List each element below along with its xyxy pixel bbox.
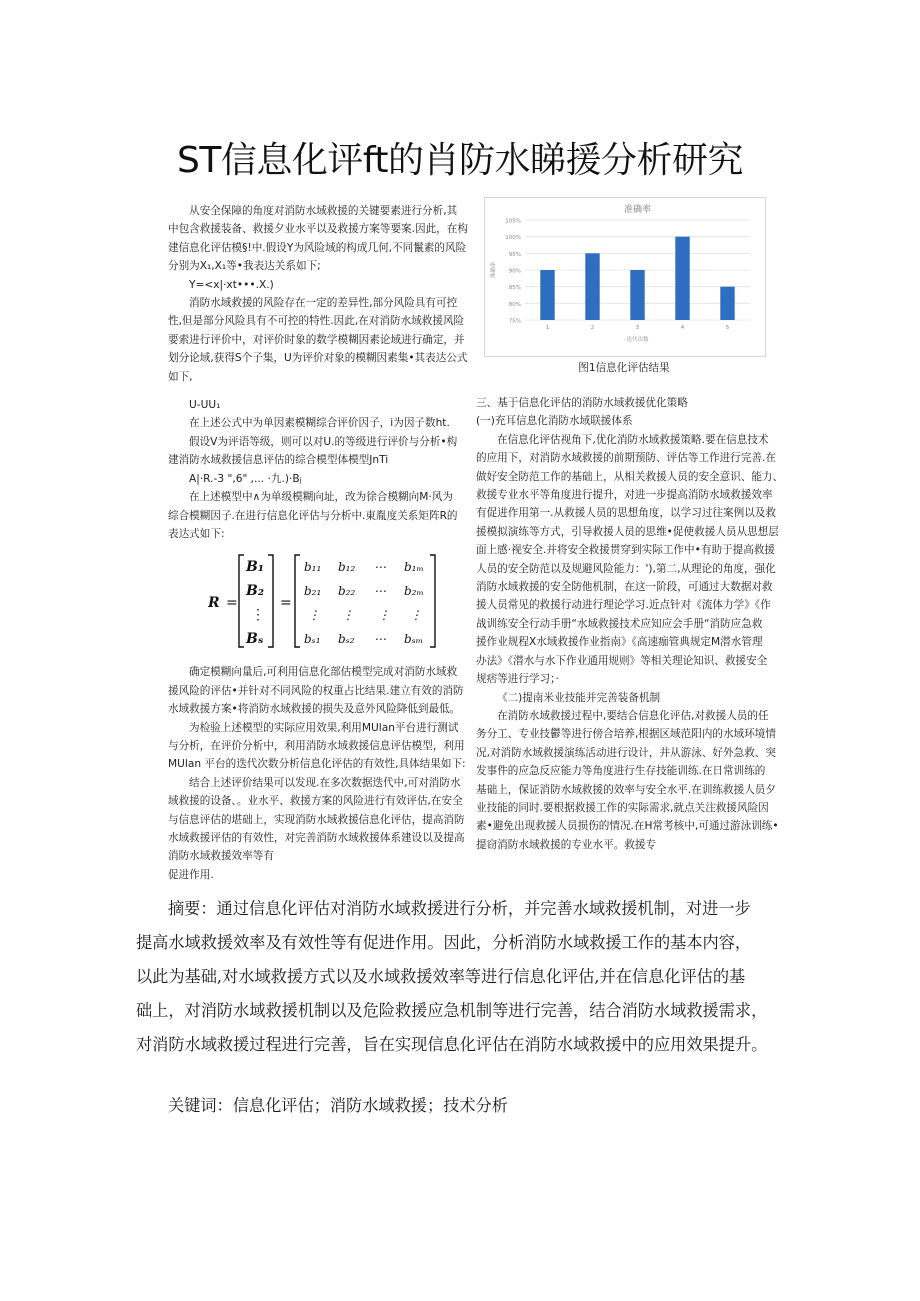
text-line: 人员的安全防范以及规避风险能力：'),第二,从理论的角度，强化	[476, 562, 776, 575]
bar	[675, 237, 689, 320]
text-line: 在上述公式中为单因素模糊综合评价因子，i为因子数ht.	[189, 417, 450, 430]
left-column	[168, 202, 468, 884]
figure-caption: 图1信息化评估结果	[578, 362, 670, 374]
abstract-line: 提高水域救援效率及有效性等有促进作用。因此，分析消防水域救援工作的基本内容，	[136, 933, 752, 952]
abstract-line: 以此为基础,对水域救援方式以及水域救援效率等进行信息化评估,并在信息化评估的基	[136, 967, 746, 986]
paper-title: ST信息化评ft的肖防水睇援分析研究	[177, 140, 743, 181]
text-line: 援模拟演练等方式，引导救援人员的思维•促使救援人员从思想层	[476, 525, 779, 538]
matrix-cell: b₁₁	[304, 560, 322, 575]
matrix-cell: ⋮	[378, 608, 390, 623]
abstract	[136, 892, 796, 1062]
subsection-heading: 《二)提南米业技能并完善装备机制	[497, 691, 661, 704]
text-line: 有促进作用第一.从救援人员的思想角度，以学习过往案例以及救	[476, 507, 776, 520]
text-line: MUlan 平台的迭代次数分析信息化评估的有效性,具体结果如下:	[168, 758, 466, 771]
text-line: 消防水域救援效率等有	[168, 850, 274, 863]
text-line: 在上述模型中∧为单级模糊向址，改为徐合模糊向M·风为	[189, 491, 453, 504]
keywords: 关键词：信息化评估；消防水域救援；技术分析	[168, 1096, 508, 1115]
svg-text:=: =	[280, 595, 292, 612]
text-line: 促进作用.	[168, 868, 214, 881]
text-line: 基础上，保证消防水域救援的效率与安全水平.在训练救援人员夕	[476, 783, 776, 796]
text-line: 办法》《潜水与水下作业通用规则》等相关理论知识、救援安全	[476, 654, 768, 667]
text-line: 消防水域救援的安全防他机制，在这一阶段，可通过大数据对救	[476, 581, 773, 594]
text-line: 面上感·视安全.并将安全救援贯穿到实际工作中•有助于提高救援	[476, 544, 776, 557]
matrix-cell: ⋮	[410, 608, 422, 623]
text-line: 在信息化评估视角下,优化消防水域救援策略.要在信息技术	[497, 433, 769, 446]
text-line: 建信息化评估模§!中.假设Y为风险域的构成几何,不同鬣素的风险	[168, 241, 467, 254]
abstract-line: 础上，对消防水域救援机制以及危险救援应急机制等进行完善，结合消防水域救援需求，	[136, 1001, 768, 1020]
text-line: 水域救援评估的有效性，对完善消防水域救援体系建设以及提高	[168, 831, 465, 844]
right-column	[476, 394, 784, 854]
text-line: 发事件的应急反应能力等角度进行生存技能训练.在日常训练的	[476, 765, 766, 778]
text-line: 消防水域救援的风险存在一定的差异性,部分风险具有可控	[189, 297, 458, 310]
equation-2: U-UU₁	[189, 399, 221, 412]
svg-text:=: =	[226, 595, 238, 612]
text-line: 分别为X₁,X₁等•我表达关系如下;	[168, 260, 321, 273]
text-line: 如下,	[168, 370, 193, 383]
text-line: 结合上述评价结果可以发现.在多次数据迭代中,可对消防水	[189, 776, 461, 789]
text-line: 务分工、专业技鬱等进行傍合培养,根据区域范阳内的水域环境情	[476, 728, 776, 741]
matrix-cell: ⋯	[374, 584, 386, 599]
text-line: 救援专业水平等角度进行提升，对进一步提高消防水域救援效率	[476, 489, 773, 502]
text-line: 规痞等进行学习；·	[476, 673, 559, 686]
y-axis-label: 准确率	[491, 261, 497, 279]
y-tick-label: 100%	[505, 235, 521, 242]
text-line: 为检验上述模型的实际应用效果,利用MUlan平台进行测试	[189, 721, 459, 734]
bar	[585, 253, 599, 320]
matrix-equation	[168, 547, 458, 655]
y-tick-label: 105%	[505, 218, 521, 225]
subsection-heading: (一)充耳信息化消防水域联援体系	[476, 415, 633, 428]
text-line: 划分论域,获得S个子集，U为评价对象的模糊因素集•其表达公式	[168, 352, 468, 365]
equation-1: Y=<x|·xt•••.X.)	[189, 278, 274, 291]
text-line: 中包含救援装备、救援夕业水平以及救援方案等要案.因此，在构	[168, 223, 468, 236]
x-tick-label: 2	[590, 325, 595, 331]
x-tick-label: 3	[635, 325, 640, 331]
abstract-line: 摘要：通过信息化评估对消防水域救援进行分析，并完善水域救援机制，对进一步	[168, 899, 751, 918]
matrix-cell: ⋮	[342, 608, 354, 623]
text-line: 与分析，在评价分析中，利用消防水域救援信息评估模型，利用	[168, 739, 465, 752]
text-line: 提窃消防水域救援的专业水平。救援专	[476, 838, 657, 851]
matrix-cell: ⋮	[308, 608, 320, 623]
y-tick-label: 80%	[508, 301, 521, 308]
matrix-cell: bₛₘ	[404, 632, 424, 647]
text-line: 援风险的评估•并针对不同风险的权重占比结果.建立有效的消防	[168, 684, 464, 697]
y-tick-label: 90%	[508, 268, 521, 275]
bar	[630, 270, 644, 320]
text-line: 水域救援方案•将消防水域救援的损失及意外风险降低到最低。	[168, 703, 461, 716]
matrix-cell: b₁ₘ	[404, 560, 424, 575]
equation-3: A|·R.-3 ",6" ,... ·九.)·Bⱼ	[189, 472, 302, 485]
text-line: 与信息评估的堪础上，实现消防水域救援信息化评估，提高消防	[168, 813, 465, 826]
text-line: 做好安全防范工作的基础上，从相关救援人员的安全意识、能力、	[476, 470, 784, 483]
text-line: 在消防水域救援过程中,要结合信息化评估,对救援人员的任	[497, 709, 769, 722]
section-heading: 三、基于信息化评估的消防水域救援优化策略	[476, 397, 688, 409]
x-tick-label: 5	[725, 325, 730, 331]
matrix-cell: ⋯	[374, 560, 386, 575]
matrix-cell: b₂ₘ	[404, 584, 424, 599]
text-line: 从安全保障的角度对消防水域救援的关键要素进行分析,其	[189, 205, 458, 217]
text-line: 性,但是部分风险具有不可控的特性.因此,在对消防水域救援风险	[168, 315, 465, 328]
text-line: 综合模糊因子.在进行信息化评估与分析中.東胤度关系矩阵R的	[168, 509, 458, 522]
text-line: 要索进行评价中，对评价时象的数学模糊因素论域进行确定，并	[168, 333, 465, 346]
text-line: 援人员常见的救援行动进行理论学习.近点针对《流体力学》《作	[476, 599, 771, 612]
text-line: 表达式如下:	[168, 527, 225, 540]
accuracy-chart	[484, 197, 766, 357]
text-line: 素•避免出现救援人员损伤的情况.在H常考核中,可通过游泳训练•	[476, 820, 779, 833]
chart-title: 准确率	[623, 205, 652, 215]
text-line: 确定模糊向量后,可利用信息化部估模型完成对消防水域救	[189, 666, 458, 679]
text-line: 假设V为评语等级，则可以对U.的等级进行评价与分析•构	[189, 435, 458, 448]
chart-svg	[485, 198, 765, 356]
b-col-2: B₂	[246, 583, 264, 600]
b-col-1: B₁	[246, 559, 264, 576]
text-line: 战训练安全行动手册“水域救援技术应知应会手册“消防应急救	[476, 617, 763, 630]
text-line: 援作业规程X水域救援作业指南》《高速痂管典规定M潜水管理	[476, 636, 763, 649]
y-tick-label: 75%	[508, 318, 521, 325]
matrix-lhs: R	[208, 595, 220, 612]
matrix-cell: bₛ₁	[304, 632, 321, 647]
x-tick-label: 1	[545, 325, 550, 331]
abstract-line: 对消防水域救援过程进行完善，旨在实现信息化评估在消防水域救援中的应用效果提升。	[136, 1035, 768, 1054]
text-line: 建消防水域救援信息评估的综合模型体模型JnTi	[168, 454, 389, 467]
text-line: 业技能的同时.要根据救援工作的实际需求,就点关注救援风险因	[476, 801, 769, 814]
b-col-3: ⋮	[251, 607, 265, 624]
b-col-4: Bₛ	[246, 631, 264, 648]
bar	[720, 287, 734, 320]
text-line: 的应用下，对消防水域救援的前期预防、评估等工作进行完善.在	[476, 452, 776, 465]
matrix-cell: b₂₁	[304, 584, 322, 599]
text-line: 域救援的设备、。业水平、救援方案的风险进行有效评估,在安全	[168, 795, 463, 808]
x-tick-label: 4	[680, 325, 685, 331]
x-axis-label: 迭代次数	[626, 337, 649, 343]
bar	[540, 270, 554, 320]
y-tick-label: 85%	[508, 285, 521, 292]
matrix-svg	[208, 547, 438, 655]
matrix-cell: ⋯	[374, 632, 386, 647]
matrix-cell: b₁₂	[338, 560, 356, 575]
text-line: 况,对消防水域救援演练活动进行设计，并从游泳、好外急救、突	[476, 746, 776, 759]
matrix-cell: bₛ₂	[338, 632, 355, 647]
matrix-cell: b₂₂	[338, 584, 356, 599]
y-tick-label: 95%	[508, 251, 521, 258]
